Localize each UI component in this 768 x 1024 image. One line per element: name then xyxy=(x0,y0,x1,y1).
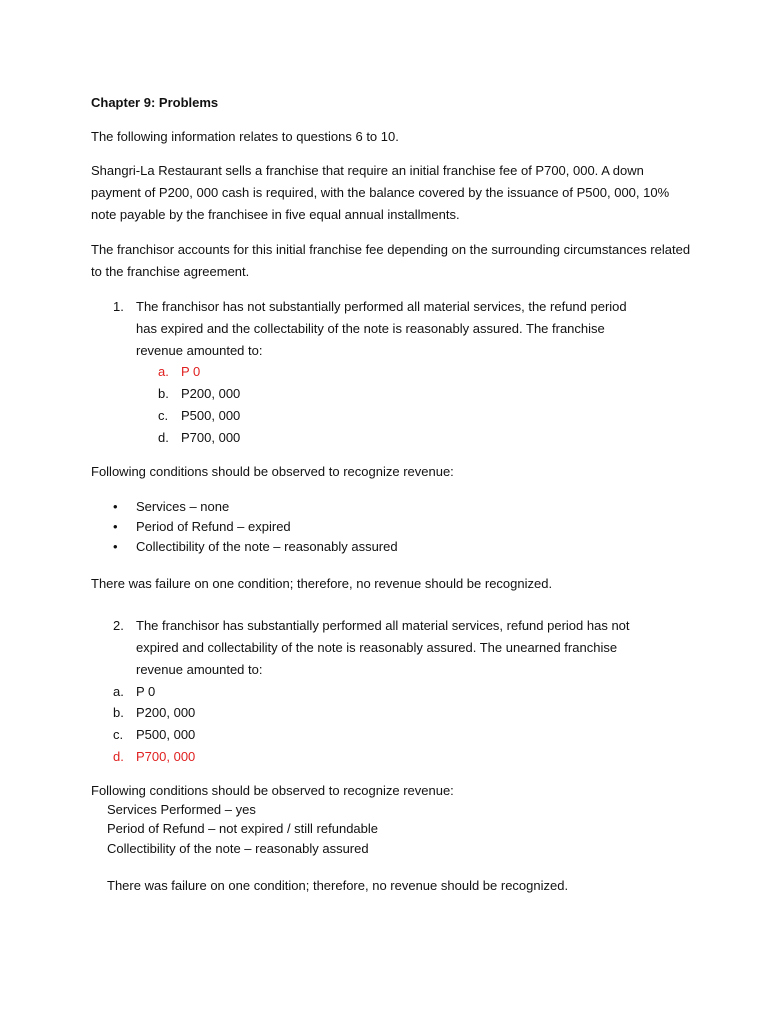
question-number: 1. xyxy=(113,299,124,314)
option-letter: b. xyxy=(113,705,124,720)
question-text-line: revenue amounted to: xyxy=(136,343,263,358)
condition-item: Services Performed – yes xyxy=(107,802,256,817)
question-text-line: revenue amounted to: xyxy=(136,662,263,677)
conclusion-text: There was failure on one condition; therefore, no revenue should be recognized. xyxy=(107,878,569,893)
option-text: P200, 000 xyxy=(136,705,196,720)
conditions-heading: Following conditions should be observed to recognize revenue: xyxy=(91,464,454,479)
question-text-line: The franchisor has substantially performed all material services, refund period has not xyxy=(136,618,630,633)
question-text-line: The franchisor has not substantially performed all material services, the refund period xyxy=(136,299,627,314)
option-text: P500, 000 xyxy=(181,408,241,423)
bullet-icon: • xyxy=(113,539,118,554)
option-letter: a. xyxy=(113,684,124,699)
scenario-paragraph: Shangri-La Restaurant sells a franchise that require an initial franchise fee of P700, 000. A down payment of P200, 000 cash is required, with the balance covered by the issuance of P500, 000, 10% note payable by the franchisee in five equal annual installments. xyxy=(91,163,670,222)
option-letter: a. xyxy=(158,364,169,379)
option-text: P700, 000 xyxy=(181,430,241,445)
option-text: P200, 000 xyxy=(181,386,241,401)
condition-item: Collectibility of the note – reasonably assured xyxy=(136,539,398,554)
page-title: Chapter 9: Problems xyxy=(91,95,219,110)
option-text-correct: P700, 000 xyxy=(136,749,196,764)
question-number: 2. xyxy=(113,618,124,633)
condition-item: Services – none xyxy=(136,499,230,514)
conditions-heading: Following conditions should be observed to recognize revenue: xyxy=(91,783,454,798)
condition-item: Period of Refund – not expired / still refundable xyxy=(107,821,379,836)
option-text: P 0 xyxy=(136,684,156,699)
condition-item: Collectibility of the note – reasonably assured xyxy=(107,841,369,856)
bullet-icon: • xyxy=(113,519,118,534)
option-letter: b. xyxy=(158,386,169,401)
option-letter: d. xyxy=(158,430,169,445)
option-letter: c. xyxy=(158,408,169,423)
option-text-correct: P 0 xyxy=(181,364,201,379)
condition-item: Period of Refund – expired xyxy=(136,519,291,534)
option-letter: d. xyxy=(113,749,124,764)
option-letter: c. xyxy=(113,727,124,742)
context-paragraph: The franchisor accounts for this initial franchise fee depending on the surrounding circumstances related to the franchise agreement. xyxy=(91,242,691,279)
intro-text: The following information relates to questions 6 to 10. xyxy=(91,129,399,144)
conclusion-text: There was failure on one condition; therefore, no revenue should be recognized. xyxy=(91,576,553,591)
question-text-line: expired and collectability of the note is reasonably assured. The unearned franchise xyxy=(136,640,618,655)
option-text: P500, 000 xyxy=(136,727,196,742)
bullet-icon: • xyxy=(113,499,118,514)
question-text-line: has expired and the collectability of the note is reasonably assured. The franchise xyxy=(136,321,605,336)
